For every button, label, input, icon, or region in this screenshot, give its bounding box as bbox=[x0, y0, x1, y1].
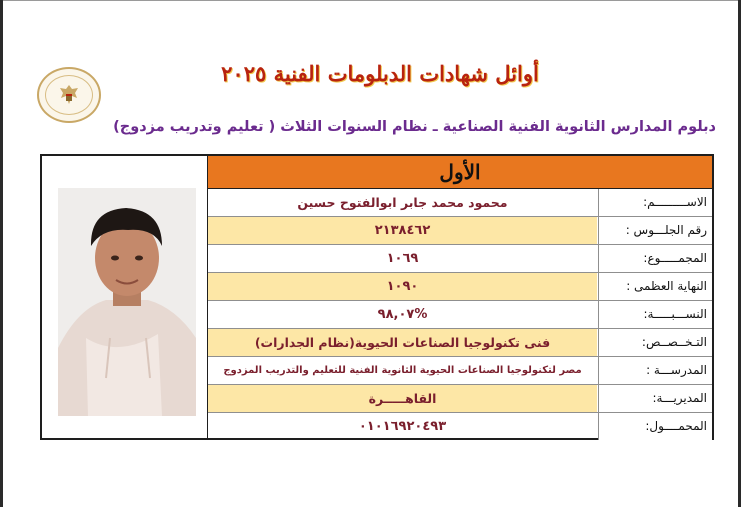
row-specialization bbox=[208, 329, 712, 357]
row-seat-number bbox=[208, 217, 712, 245]
row-specialization-value: فنى تكنولوجيا الصناعات الحيوية(نظام الجدارات) bbox=[208, 329, 597, 356]
row-percentage-value: %٩٨,٠٧ bbox=[377, 307, 428, 322]
row-total-label: المجمـــــوع: bbox=[598, 245, 712, 272]
row-max-score-value: ١٠٩٠ bbox=[208, 273, 597, 300]
row-seat-number-value: ٢١٣٨٤٦٢ bbox=[208, 217, 597, 244]
student-photo bbox=[58, 188, 196, 416]
ministry-seal-icon bbox=[37, 67, 101, 123]
ministry-seal-inner bbox=[45, 75, 93, 115]
window-left-edge bbox=[0, 0, 3, 507]
photo-cell bbox=[42, 156, 208, 438]
row-max-score-label: النهاية العظمى : bbox=[598, 273, 712, 300]
row-name bbox=[208, 189, 712, 217]
rank-header: الأول bbox=[208, 156, 712, 189]
row-name-value: محمود محمد جابر ابوالفتوح حسين bbox=[297, 195, 508, 210]
row-directorate-label: المديريـــة: bbox=[598, 385, 712, 412]
student-card bbox=[40, 154, 714, 440]
row-school-value: مصر لتكنولوجيا الصناعات الحيوية الثانوية الفنية للتعليم والتدريب المزدوج bbox=[223, 365, 582, 376]
row-specialization-label: التـخــصــص: bbox=[598, 329, 712, 356]
row-mobile bbox=[208, 413, 712, 440]
row-directorate bbox=[208, 385, 712, 413]
student-portrait-image bbox=[58, 188, 196, 416]
window-top-edge bbox=[0, 0, 741, 1]
row-name-label: الاســـــــــم: bbox=[598, 189, 712, 216]
row-school-label: المدرســـة : bbox=[598, 357, 712, 384]
window-right-edge bbox=[738, 0, 741, 507]
eagle-emblem-icon bbox=[54, 80, 84, 110]
row-mobile-value: ٠١٠١٦٩٢٠٤٩٣ bbox=[358, 419, 447, 434]
row-mobile-label: المحمــــول: bbox=[598, 413, 712, 440]
row-seat-number-label: رقم الجلـــوس : bbox=[598, 217, 712, 244]
row-percentage bbox=[208, 301, 712, 329]
page-title: أوائل شهادات الدبلومات الفنية ٢٠٢٥ bbox=[221, 61, 539, 86]
row-percentage-label: النســـبـــــة: bbox=[598, 301, 712, 328]
row-school bbox=[208, 357, 712, 385]
row-max-score bbox=[208, 273, 712, 301]
row-total-value: ١٠٦٩ bbox=[386, 251, 419, 266]
row-directorate-value: القاهـــــرة bbox=[208, 385, 597, 412]
page-subtitle: دبلوم المدارس الثانوية الفنية الصناعية ـ نظام السنوات الثلاث ( تعليم وتدريب مزدوج) bbox=[113, 119, 716, 135]
row-total bbox=[208, 245, 712, 273]
